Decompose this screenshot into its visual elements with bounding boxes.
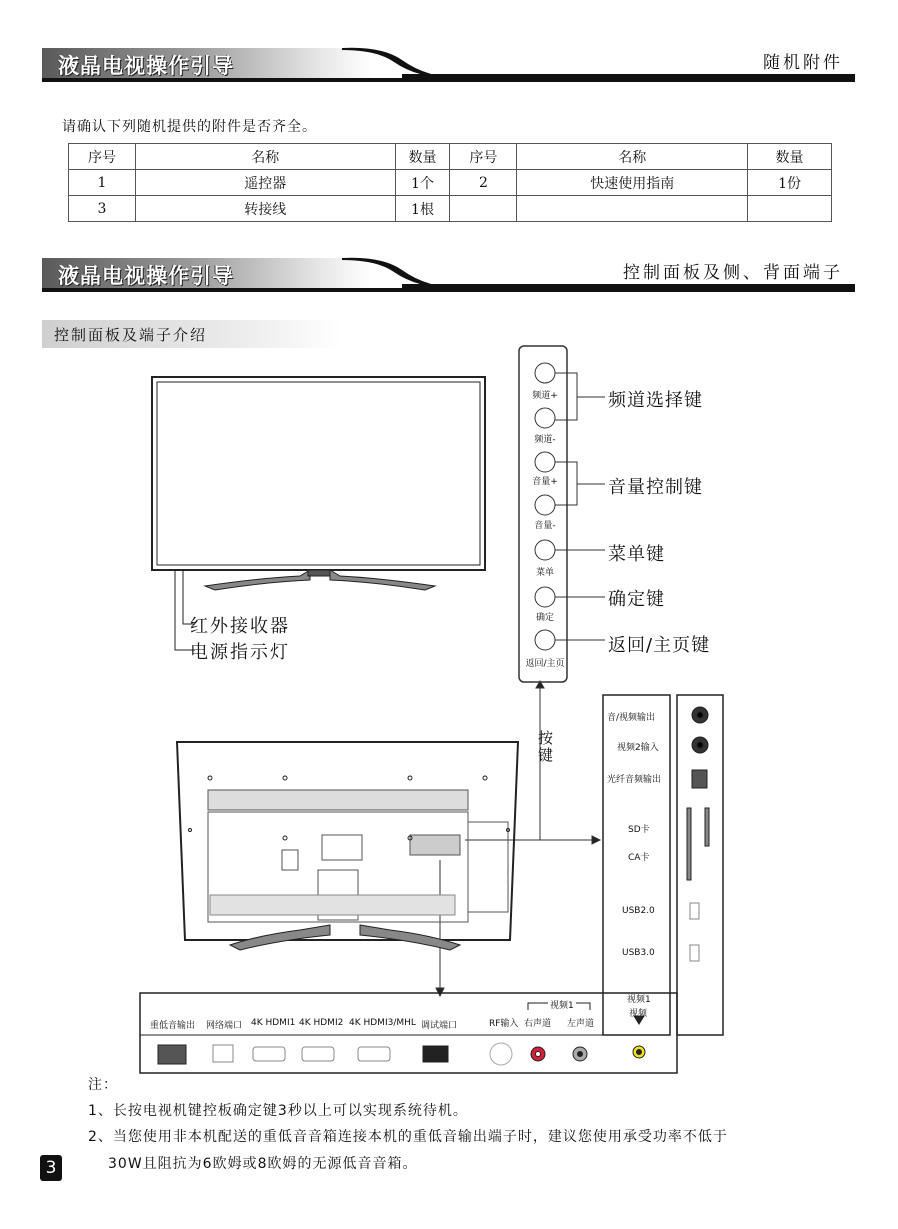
port-label: USB3.0 bbox=[622, 948, 655, 958]
port-label: 光纤音频输出 bbox=[607, 775, 662, 785]
tv-rear-illustration bbox=[177, 742, 518, 950]
port-label: 右声道 bbox=[524, 1019, 552, 1029]
cell: 1根 bbox=[395, 196, 450, 222]
port-label: 左声道 bbox=[567, 1019, 595, 1029]
port-label: 4K HDMI3/MHL bbox=[349, 1018, 416, 1028]
cell: 1份 bbox=[748, 170, 832, 196]
header-cell: 名称 bbox=[135, 144, 395, 170]
header-section: 控制面板及侧、背面端子 bbox=[623, 263, 843, 283]
button-label: 音量- bbox=[534, 521, 556, 531]
button-label: 返回/主页 bbox=[525, 659, 565, 669]
header-title: 液晶电视操作引导 bbox=[58, 53, 234, 78]
bottom-panel bbox=[140, 993, 677, 1073]
cell: 转接线 bbox=[135, 196, 395, 222]
cell: 1 bbox=[69, 170, 136, 196]
cell: 快速使用指南 bbox=[517, 170, 748, 196]
cell: 1个 bbox=[395, 170, 450, 196]
button-label: 菜单 bbox=[535, 568, 554, 578]
button-label: 音量+ bbox=[532, 477, 558, 487]
port-label: CA卡 bbox=[628, 853, 650, 863]
page-number: 3 bbox=[40, 1155, 62, 1181]
note-item: 1、长按电视机键控板确定键3秒以上可以实现系统待机。 bbox=[88, 1103, 468, 1119]
callout-menu: 菜单键 bbox=[608, 544, 665, 565]
port-label: RF输入 bbox=[489, 1019, 519, 1029]
port-label: SD卡 bbox=[628, 825, 650, 835]
accessories-intro: 请确认下列随机提供的附件是否齐全。 bbox=[62, 119, 317, 135]
keys-label: 按键 bbox=[538, 729, 554, 764]
port-label: 视频 bbox=[629, 1009, 648, 1019]
callout-ok: 确定键 bbox=[608, 589, 665, 610]
subsection-title: 控制面板及端子介绍 bbox=[42, 320, 342, 348]
ir-receiver-label: 红外接收器 bbox=[190, 616, 290, 637]
port-label: 音/视频输出 bbox=[607, 713, 656, 723]
header-cell: 数量 bbox=[748, 144, 832, 170]
port-label: 重低音输出 bbox=[150, 1021, 196, 1031]
header-cell: 数量 bbox=[395, 144, 450, 170]
port-label: 视频1 bbox=[627, 995, 651, 1005]
header-cell: 序号 bbox=[69, 144, 136, 170]
power-led-label: 电源指示灯 bbox=[190, 642, 290, 663]
button-label: 频道+ bbox=[532, 391, 558, 401]
port-group-label: 视频1 bbox=[548, 998, 576, 1011]
header-cell: 序号 bbox=[450, 144, 517, 170]
header-cell: 名称 bbox=[517, 144, 748, 170]
port-label: 视频2输入 bbox=[617, 743, 659, 753]
port-label: 调试端口 bbox=[421, 1021, 458, 1031]
header-section: 随机附件 bbox=[763, 53, 843, 73]
notes-title: 注： bbox=[88, 1077, 118, 1093]
callout-volume: 音量控制键 bbox=[608, 477, 703, 498]
tv-front-illustration bbox=[152, 377, 485, 650]
port-label: USB2.0 bbox=[622, 906, 655, 916]
cell: 遥控器 bbox=[135, 170, 395, 196]
header-title: 液晶电视操作引导 bbox=[58, 263, 234, 288]
port-label: 网络端口 bbox=[206, 1021, 243, 1031]
note-item: 30W且阻抗为6欧姆或8欧姆的无源低音音箱。 bbox=[108, 1156, 418, 1172]
port-label: 4K HDMI2 bbox=[299, 1018, 344, 1028]
callout-return: 返回/主页键 bbox=[608, 635, 711, 656]
button-label: 频道- bbox=[534, 435, 556, 445]
button-label: 确定 bbox=[535, 613, 554, 623]
cell: 3 bbox=[69, 196, 136, 222]
cell: 2 bbox=[450, 170, 517, 196]
callout-channel: 频道选择键 bbox=[608, 390, 703, 411]
note-item: 2、当您使用非本机配送的重低音音箱连接本机的重低音输出端子时，建议您使用承受功率不低于 bbox=[88, 1129, 728, 1145]
port-label: 4K HDMI1 bbox=[251, 1018, 296, 1028]
